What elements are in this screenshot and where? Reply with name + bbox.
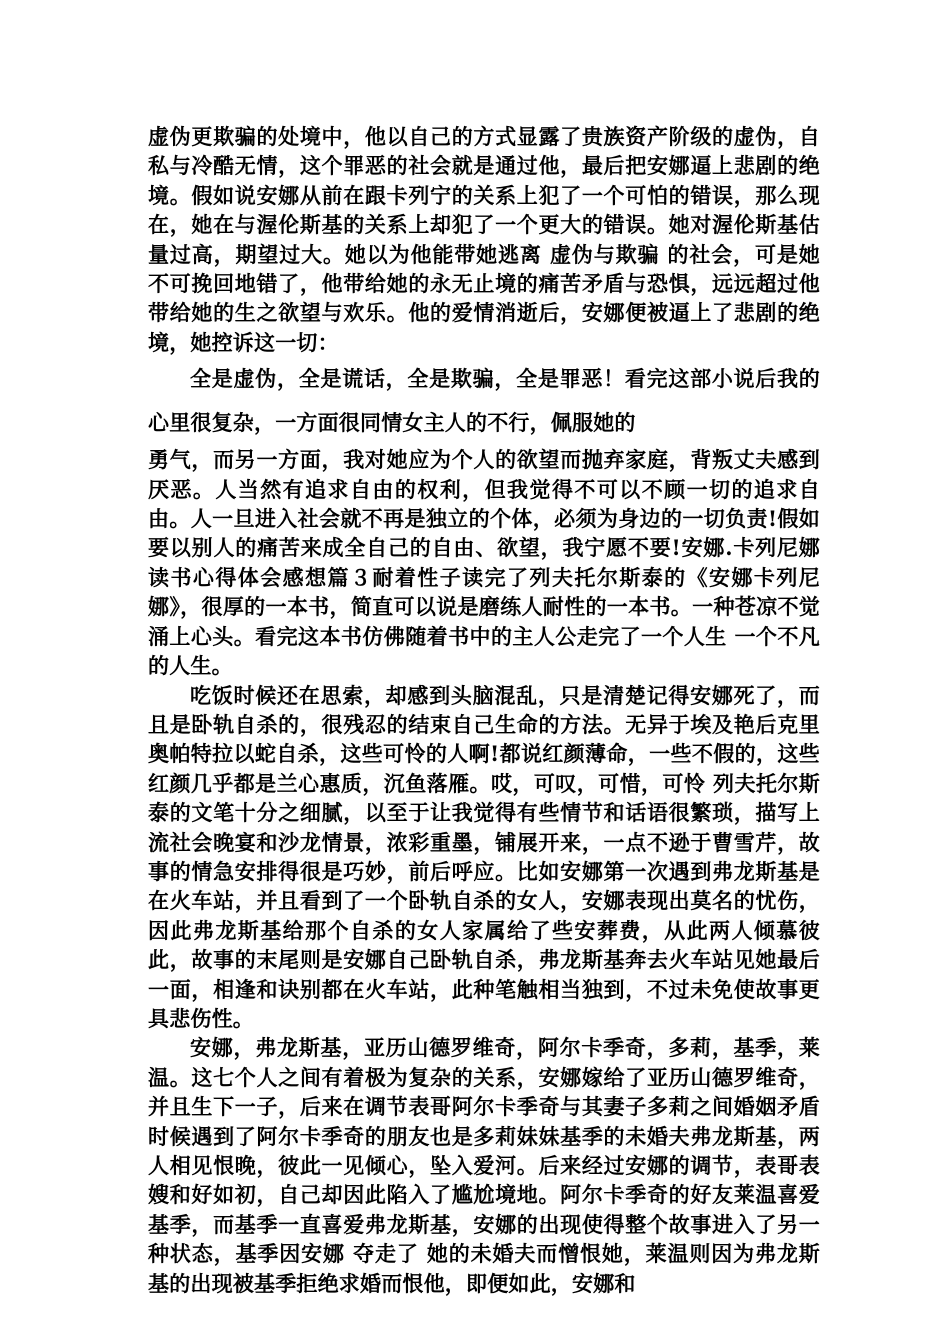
paragraph-2: 全是虚伪，全是谎话，全是欺骗，全是罪恶！看完这部小说后我的心里很复杂，一方面很同情女主人的不行，佩服她的 — [148, 366, 820, 436]
paragraph-5: 安娜，弗龙斯基，亚历山德罗维奇，阿尔卡季奇，多莉，基季，莱温。这七个人之间有着极为复杂的关系，安娜嫁给了亚历山德罗维奇，并且生下一子，后来在调节表哥阿尔卡季奇与其妻子多莉之间婚姻矛盾时候遇到了阿尔卡季奇的朋友也是多莉妹妹基季的未婚夫弗龙斯基，两人相见恨晚，彼此一见倾心，坠入爱河。后来经过安娜的调节，表哥表嫂和好如初，自己却因此陷入了尴尬境地。阿尔卡季奇的好友莱温喜爱基季，而基季一直喜爱弗龙斯基，安娜的出现使得整个故事进入了另一种状态，基季因安娜 夺走了 她的未婚夫而憎恨她，莱温则因为弗龙斯基的出现被基季拒绝求婚而恨他，即便如此，安娜和 — [148, 1035, 820, 1296]
document-body — [148, 122, 820, 1298]
paragraph-1: 虚伪更欺骗的处境中，他以自己的方式显露了贵族资产阶级的虚伪，自私与冷酷无情，这个罪恶的社会就是通过他，最后把安娜逼上悲剧的绝境。假如说安娜从前在跟卡列宁的关系上犯了一个可怕的错误，那么现在，她在与渥伦斯基的关系上却犯了一个更大的错误。她对渥伦斯基估量过高，期望过大。她以为他能带她逃离 虚伪与欺骗 的社会，可是她不可挽回地错了，他带给她的永无止境的痛苦矛盾与恐惧，远远超过他带给她的生之欲望与欢乐。他的爱情消逝后，安娜便被逼上了悲剧的绝境，她控诉这一切： — [148, 124, 820, 355]
paragraph-3: 勇气，而另一方面，我对她应为个人的欲望而抛弃家庭，背叛丈夫感到厌恶。人当然有追求自由的权利，但我觉得不可以不顾一切的追求自由。人一旦进入社会就不再是独立的个体，必须为身边的一切负责!假如要以别人的痛苦来成全自己的自由、欲望，我宁愿不要!安娜.卡列尼娜读书心得体会感想篇３耐着性子读完了列夫托尔斯泰的《安娜卡列尼娜》，很厚的一本书，简直可以说是磨练人耐性的一本书。一种苍凉不觉涌上心头。看完这本书仿佛随着书中的主人公走完了一个人生 一个不凡的人生。 — [148, 447, 820, 679]
paragraph-4: 吃饭时候还在思索，却感到头脑混乱，只是清楚记得安娜死了，而且是卧轨自杀的，很残忍的结束自己生命的方法。无异于埃及艳后克里奥帕特拉以蛇自杀，这些可怜的人啊!都说红颜薄命，一些不假的，这些红颜几乎都是兰心惠质，沉鱼落雁。哎，可叹，可惜，可怜 列夫托尔斯泰的文笔十分之细腻，以至于让我觉得有些情节和话语很繁琐，描写上流社会晚宴和沙龙情景，浓彩重墨，铺展开来，一点不逊于曹雪芹，故事的情急安排得很是巧妙，前后呼应。比如安娜第一次遇到弗龙斯基是在火车站，并且看到了一个卧轨自杀的女人，安娜表现出莫名的忧伤，因此弗龙斯基给那个自杀的女人家属给了些安葬费，从此两人倾慕彼此，故事的末尾则是安娜自己卧轨自杀，弗龙斯基奔去火车站见她最后一面，相逢和诀别都在火车站，此种笔触相当独到，不过未免使故事更具悲伤性。 — [148, 682, 820, 1031]
